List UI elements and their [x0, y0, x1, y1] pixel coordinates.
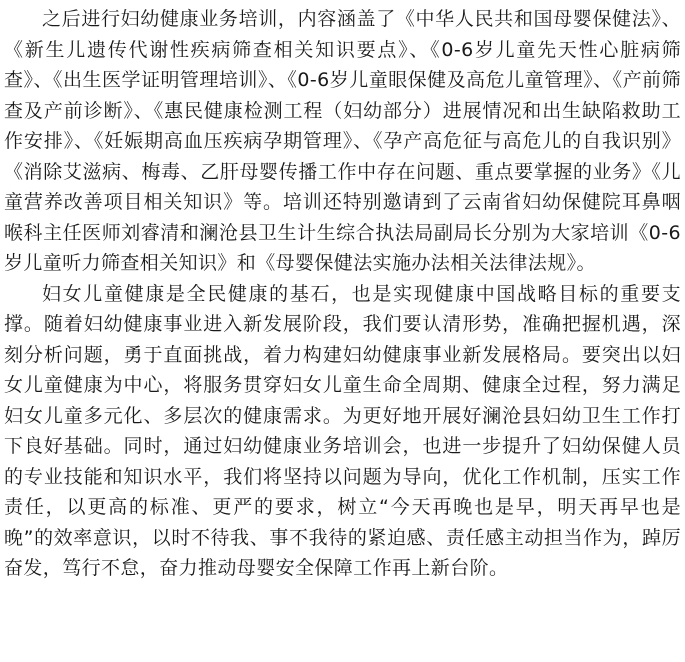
paragraph-training-content: 之后进行妇幼健康业务培训，内容涵盖了《中华人民共和国母婴保健法》、《新生儿遗传代谢性疾病筛查相关知识要点》、《0-6岁儿童先天性心脏病筛查》、《出生医学证明管理培训》、《0-6岁儿童眼保健及高危儿童管理》、《产前筛查及产前诊断》、《惠民健康检测工程（妇幼部分）进展情况和出生缺陷救助工作安排》、《妊娠期高血压疾病孕期管理》、《孕产高危征与高危儿的自我识别》《消除艾滋病、梅毒、乙肝母婴传播工作中存在问题、重点要掌握的业务》《儿童营养改善项目相关知识》等。培训还特别邀请到了云南省妇幼保健院耳鼻咽喉科主任医师刘睿清和澜沧县卫生计生综合执法局副局长分别为大家培训《0-6岁儿童听力筛查相关知识》和《母婴保健法实施办法相关法律法规》。 — [4, 8, 681, 274]
paragraph-health-significance: 妇女儿童健康是全民健康的基石，也是实现健康中国战略目标的重要支撑。随着妇幼健康事业进入新发展阶段，我们要认清形势，准确把握机遇，深刻分析问题，勇于直面挑战，着力构建妇幼健康事业新发展格局。要突出以妇女儿童健康为中心，将服务贯穿妇女儿童生命全周期、健康全过程，努力满足妇女儿童多元化、多层次的健康需求。为更好地开展好澜沧县妇幼卫生工作打下良好基础。同时，通过妇幼健康业务培训会，也进一步提升了妇幼保健人员的专业技能和知识水平，我们将坚持以问题为导向，优化工作机制，压实工作责任，以更高的标准、更严的要求，树立“今天再晚也是早，明天再早也是晚”的效率意识，以时不待我、事不我待的紧迫感、责任感主动担当作为，踔厉奋发，笃行不怠，奋力推动母婴安全保障工作再上新台阶。 — [4, 282, 681, 579]
